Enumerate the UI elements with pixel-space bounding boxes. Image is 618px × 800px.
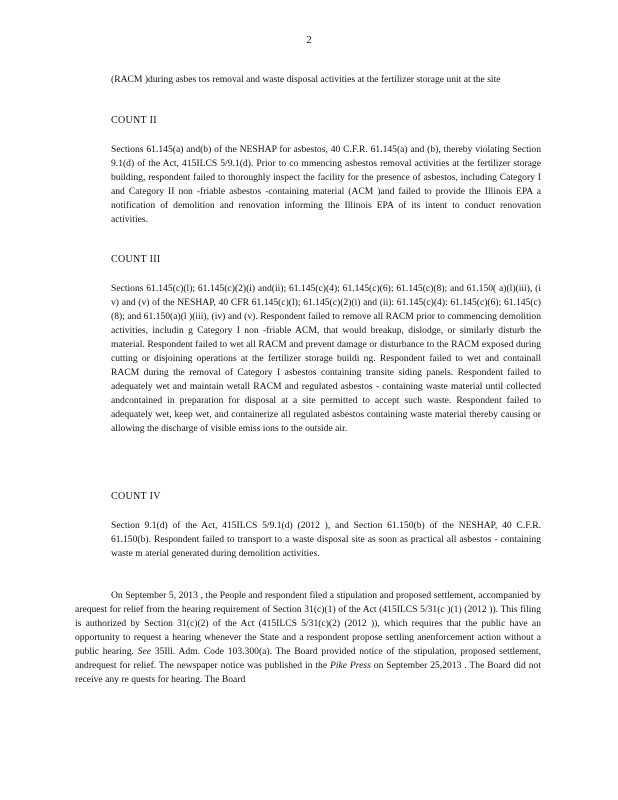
count-iv-paragraph: Section 9.1(d) of the Act, 415ILCS 5/9.1(d) (2012 ), and Section 61.150(b) of the NESHAP, 40 C.F.R. 61.150(b). Respondent failed to transport to a waste disposal site as soon as practical all asbestos - containing waste m aterial generated during demolition activities.: [111, 520, 541, 559]
september-filing-paragraph: [75, 589, 541, 687]
count-iii-heading: COUNT III: [111, 254, 161, 265]
count-iv-heading: COUNT IV: [111, 491, 161, 502]
newspaper-name: Pike Press: [329, 660, 371, 671]
count-iii-paragraph: Sections 61.145(c)(l); 61.145(c)(2)(i) and(ii); 61.145(c)(4); 61.145(c)(6); 61.145(c)(8); and 61.150( a)(l)(iii), (i v) and (v) of the NESHAP, 40 CFR 61.145(c)(l); 61.145(c)(2)(i) and (ii): 61.145(c)(4): 61.145(c)(6); 61.145(c)(8); and 61.150(a)(l )(iii), (iv) and (v). Respondent failed to remove all RACM prior to commencing demolition activities, includin g Category I non -friable ACM, that would breakup, dislodge, or similarly disturb the material. Respondent failed to wet all RACM and prevent damage or disturbance to the RACM exposed during cutting or disjoining operations at the fertilizer storage buildi ng. Respondent failed to wet and containall RACM during the removal of Category I asbestos containing transite siding panels. Respondent failed to adequately wet and maintain wetall RACM and regulated asbestos - containing waste material until collected andcontained in preparation for disposal at a site permitted to accept such waste. Respondent failed to adequately wet, keep wet, and containerize all regulated asbestos containing waste material thereby causing or allowing the discharge of visible emiss ions to the outside air.: [111, 283, 541, 434]
see-citation-signal: See: [137, 646, 151, 657]
september-filing-text-2: 35Ill. Adm. Code 103.300(a). The Board provided notice of the stipulation, proposed settlement, andrequest for relief. The newspaper notice was published in the: [75, 646, 541, 671]
count-ii-heading: COUNT II: [111, 115, 157, 126]
count-ii-paragraph: Sections 61.145(a) and(b) of the NESHAP for asbestos, 40 C.F.R. 61.145(a) and (b), thereby violating Section 9.1(d) of the Act, 415ILCS 5/9.1(d). Prior to co mmencing asbestos removal activities at the fertilizer storage building, respondent failed to thoroughly inspect the facility for the presence of asbestos, including Category I and Category II non -friable asbestos -containing material (ACM )and failed to provide the Illinois EPA a notification of demolition and renovation informing the Illinois EPA of its intent to conduct renovation activities.: [111, 144, 541, 225]
september-filing-text-1: On September 5, 2013 , the People and respondent filed a stipulation and proposed settlement, accompanied by arequest for relief from the hearing requirement of Section 31(c)(1) of the Act (415ILCS 5/31(c )(1) (2012 )). This filing is authorized by Section 31(c)(2) of the Act (415ILCS 5/31(c)(2) (2012 )), which requires that the public have an opportunity to request a hearing whenever the State and a respondent propose settling anenforcement action without a public hearing.: [75, 590, 541, 657]
racm-continued-paragraph: (RACM )during asbes tos removal and waste disposal activities at the fertilizer storage unit at the site: [111, 74, 501, 85]
page-number: 2: [306, 34, 312, 46]
september-filing-text-3: on September 25,2013 . The Board did not receive any re quests for hearing. The Board: [75, 660, 541, 685]
